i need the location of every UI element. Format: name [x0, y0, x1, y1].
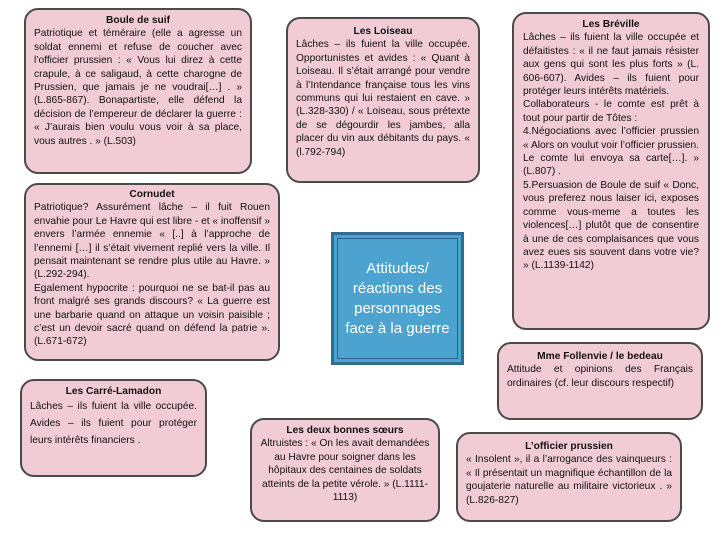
box-title: Les Carré-Lamadon	[65, 386, 162, 397]
central-topic-line: personnages	[354, 299, 441, 317]
box-title: L’officier prussien	[525, 441, 613, 452]
box-title: Les deux bonnes sœurs	[286, 425, 404, 436]
central-topic-text	[345, 259, 449, 339]
box-text-2: Egalement hypocrite : pourquoi ne se bat-il pas au front malgré ses grands discours? « La guerre est une barbarie quand on attaque un voisin paisible ; c’est un devoir sacré quand on défend la patrie ». (L.671-672)	[34, 282, 270, 348]
box-text: Lâches – ils fuient la ville occupée. Opportunistes et avides : « Quant à Loiseau. Il s’était arrangé pour vendre à l’Intendance française tous les vins communs qui lui restaient en cave. » (L.328-330) / « Loiseau, sous prétexte de se dégourdir les jambes, alla placer du vin aux débitants du pays. « (l.792-794)	[296, 39, 470, 158]
box-text: Altruistes : « On les avait demandées au Havre pour soigner dans les hôpitaux des centaines de soldats atteints de la petite vérole. » (L.1111-1113)	[260, 438, 430, 504]
box-boule-de-suif	[24, 8, 252, 174]
box-text-3: 4.Négociations avec l’officier prussien « Alors on voulut voir l’officier prussien. Le comte lui envoya sa carte[…]. » (L.807) .	[523, 126, 699, 178]
box-carre-lamadon	[20, 379, 207, 477]
box-cornudet	[24, 183, 280, 361]
box-text: « Insolent », il a l’arrogance des vainqueurs : « Il présentait un magnifique échantillon de la goujaterie naturelle au militaire victorieux . » (L.826-827)	[466, 454, 672, 506]
central-topic-line: Attitudes/	[366, 259, 429, 277]
box-text-2: Collaborateurs - le comte est prêt à tout pour partir de Tôtes :	[523, 99, 699, 124]
box-text: Patriotique et téméraire (elle a agresse un soldat ennemi et refuse de coucher avec l’officier prussien : « Vous lui direz à cette crapule, à ce saligaud, à cette charogne de Prussien, que jamais je ne voudrai[…] . » (L.865-867). Bonapartiste, elle défend la décision de l’empereur de déclarer la guerre : « J’aurais bien voulu vous voir à sa place, vous autres . » (L.503)	[34, 28, 242, 147]
box-les-breville	[512, 12, 710, 330]
box-title: Cornudet	[129, 189, 175, 200]
box-les-loiseau	[286, 17, 480, 183]
box-text-4: 5.Persuasion de Boule de suif « Donc, vous preferez nous laiser ici, exposes comme vous-meme a toutes les violences[…] plutôt que de consentire à une de ces complaisances que vous avez eues sis souvent dans votre vie? » (L.1139-1142)	[523, 179, 699, 272]
box-title: Boule de suif	[106, 15, 170, 26]
box-follenvie-bedeau	[497, 342, 703, 420]
box-deux-bonnes-soeurs	[250, 418, 440, 522]
central-topic-line: réactions des	[352, 279, 443, 297]
box-text-1: Patriotique? Assurément lâche – il fuit Rouen envahie pour Le Havre qui est libre - et « inoffensif » envers l’armée ennemie « [..] à l’approche de l’ennemi […] il s’était vivement replié vers la ville. Il pensait maintenant se rendre plus utile au Havre. » (L.292-294).	[34, 202, 270, 281]
box-title: Les Loiseau	[353, 26, 413, 37]
box-text: Attitude et opinions des Français ordinaires (cf. leur discours respectif)	[507, 364, 693, 389]
central-topic-line: face à la guerre	[345, 319, 450, 337]
box-officier-prussien	[456, 432, 682, 522]
box-title: Mme Follenvie / le bedeau	[537, 351, 663, 362]
central-topic-box	[331, 232, 464, 365]
box-title: Les Bréville	[582, 19, 640, 30]
box-text: Lâches – ils fuient la ville occupée. Avides – ils fuient pour protéger leurs intérêts financiers .	[30, 401, 197, 447]
box-text-1: Lâches – ils fuient la ville occupée et défaitistes : « il ne faut jamais résister aux gens qui sont les plus forts » (L. 606-607). Avides – ils fuient pour protéger leurs intérêts matériels.	[523, 32, 699, 98]
